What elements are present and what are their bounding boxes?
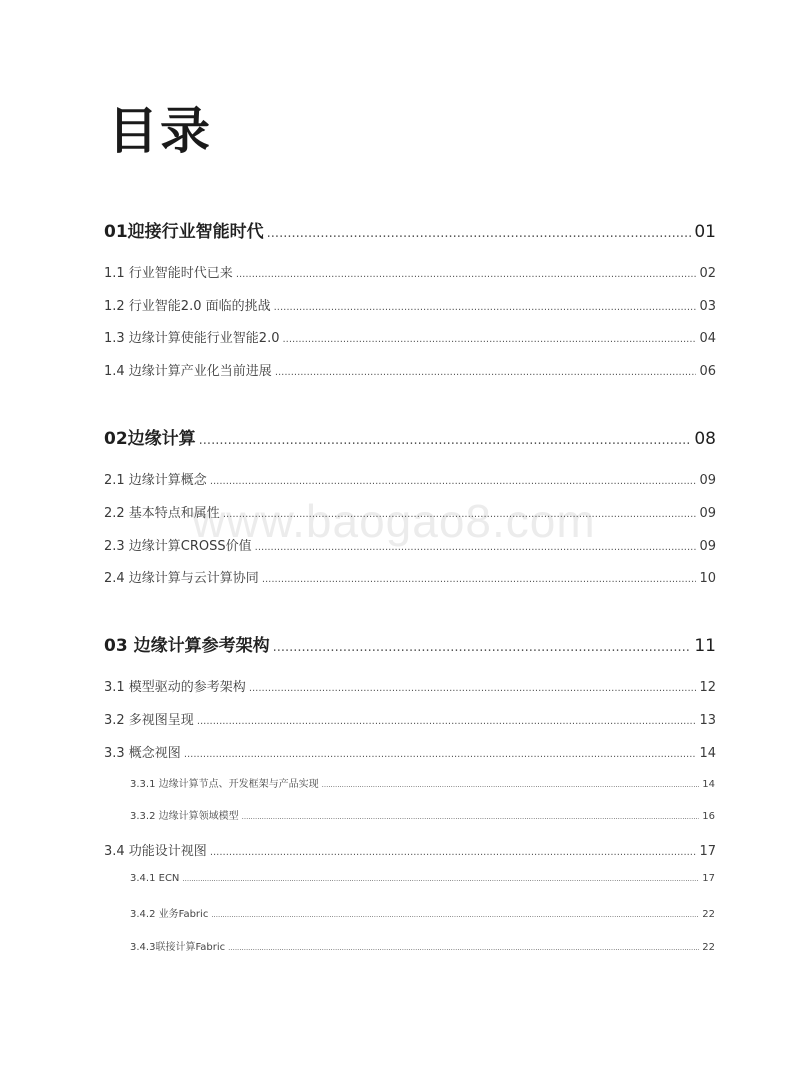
toc-leader-dots <box>275 367 697 378</box>
toc-entry-1-2[interactable] <box>104 295 716 314</box>
toc-entry-2-4[interactable] <box>104 567 716 586</box>
toc-page-number: 14 <box>699 746 716 761</box>
toc-entry-1-1[interactable] <box>104 262 716 281</box>
toc-page-number: 09 <box>699 473 716 488</box>
toc-label: 3.4.2 业务Fabric <box>130 909 209 920</box>
toc-page-number: 22 <box>702 942 715 953</box>
toc-leader-dots <box>210 847 697 858</box>
toc-leader-dots <box>242 813 700 821</box>
toc-leader-dots <box>184 749 697 760</box>
toc-entry-2-2[interactable] <box>104 502 716 521</box>
toc-leader-dots <box>211 911 699 919</box>
toc-label: 2.1 边缘计算概念 <box>104 473 207 488</box>
toc-label: 3.4 功能设计视图 <box>104 844 207 859</box>
toc-entry-3-2[interactable] <box>104 709 716 728</box>
toc-page-number: 11 <box>694 636 716 656</box>
toc-leader-dots <box>249 683 697 694</box>
toc-entry-2-3[interactable] <box>104 535 716 554</box>
toc-page-number: 08 <box>694 429 716 449</box>
toc-page-number: 16 <box>702 811 715 822</box>
toc-label: 2.4 边缘计算与云计算协同 <box>104 571 259 586</box>
toc-label: 02边缘计算 <box>104 429 196 449</box>
toc-page-number: 02 <box>699 266 716 281</box>
toc-label: 3.2 多视图呈现 <box>104 713 194 728</box>
toc-label: 1.1 行业智能时代已来 <box>104 266 233 281</box>
toc-page-number: 09 <box>699 539 716 554</box>
toc-entry-3-4[interactable] <box>104 840 716 859</box>
toc-leader-dots <box>274 302 697 313</box>
watermark: www.baogao8.com <box>192 495 596 547</box>
toc-leader-dots <box>322 781 700 789</box>
toc-page-number: 17 <box>699 844 716 859</box>
toc-label: 1.3 边缘计算使能行业智能2.0 <box>104 331 280 346</box>
toc-page-number: 01 <box>694 222 716 242</box>
toc-label: 01迎接行业智能时代 <box>104 222 264 242</box>
toc-leader-dots <box>262 574 697 585</box>
toc-leader-dots <box>223 509 697 520</box>
toc-label: 3.4.3联接计算Fabric <box>130 942 226 953</box>
toc-leader-dots <box>210 476 697 487</box>
toc-entry-3-4-2[interactable] <box>130 905 715 920</box>
toc-leader-dots <box>197 716 697 727</box>
toc-label: 3.3 概念视图 <box>104 746 181 761</box>
toc-page-number: 12 <box>699 680 716 695</box>
toc-section-02[interactable] <box>104 424 716 449</box>
toc-entry-1-4[interactable] <box>104 360 716 379</box>
toc-leader-dots <box>255 542 697 553</box>
toc-label: 2.2 基本特点和属性 <box>104 506 220 521</box>
toc-leader-dots <box>182 875 699 883</box>
toc-label: 1.4 边缘计算产业化当前进展 <box>104 364 272 379</box>
toc-page-number: 10 <box>699 571 716 586</box>
toc-page-number: 03 <box>699 299 716 314</box>
toc-entry-1-3[interactable] <box>104 327 716 346</box>
toc-label: 3.3.1 边缘计算节点、开发框架与产品实现 <box>130 779 319 790</box>
toc-label: 3.3.2 边缘计算领域模型 <box>130 811 239 822</box>
toc-section-01[interactable] <box>104 217 716 242</box>
toc-page-number: 06 <box>699 364 716 379</box>
toc-page-number: 09 <box>699 506 716 521</box>
toc-label: 2.3 边缘计算CROSS价值 <box>104 539 252 554</box>
toc-leader-dots <box>228 944 699 952</box>
toc-entry-3-3-1[interactable] <box>130 775 715 790</box>
toc-entry-3-3[interactable] <box>104 742 716 761</box>
toc-entry-3-4-3[interactable] <box>130 938 715 953</box>
toc-page-number: 04 <box>699 331 716 346</box>
toc-page-number: 17 <box>702 873 715 884</box>
toc-entry-3-4-1[interactable] <box>130 873 715 884</box>
toc-leader-dots <box>273 640 692 655</box>
toc-entry-3-3-2[interactable] <box>130 807 715 822</box>
toc-label: 1.2 行业智能2.0 面临的挑战 <box>104 299 271 314</box>
toc-label: 3.4.1 ECN <box>130 873 180 884</box>
toc-entry-2-1[interactable] <box>104 469 716 488</box>
toc-leader-dots <box>236 269 697 280</box>
toc-leader-dots <box>267 226 692 241</box>
toc-page-number: 13 <box>699 713 716 728</box>
toc-page-number: 22 <box>702 909 715 920</box>
toc-leader-dots <box>282 334 696 345</box>
toc-label: 3.1 模型驱动的参考架构 <box>104 680 246 695</box>
toc-section-03[interactable] <box>104 631 716 656</box>
toc-entry-3-1[interactable] <box>104 676 716 695</box>
toc-leader-dots <box>199 433 692 448</box>
toc-label: 03 边缘计算参考架构 <box>104 636 270 656</box>
toc-page-number: 14 <box>702 779 715 790</box>
page-title: 目录 <box>108 101 212 160</box>
